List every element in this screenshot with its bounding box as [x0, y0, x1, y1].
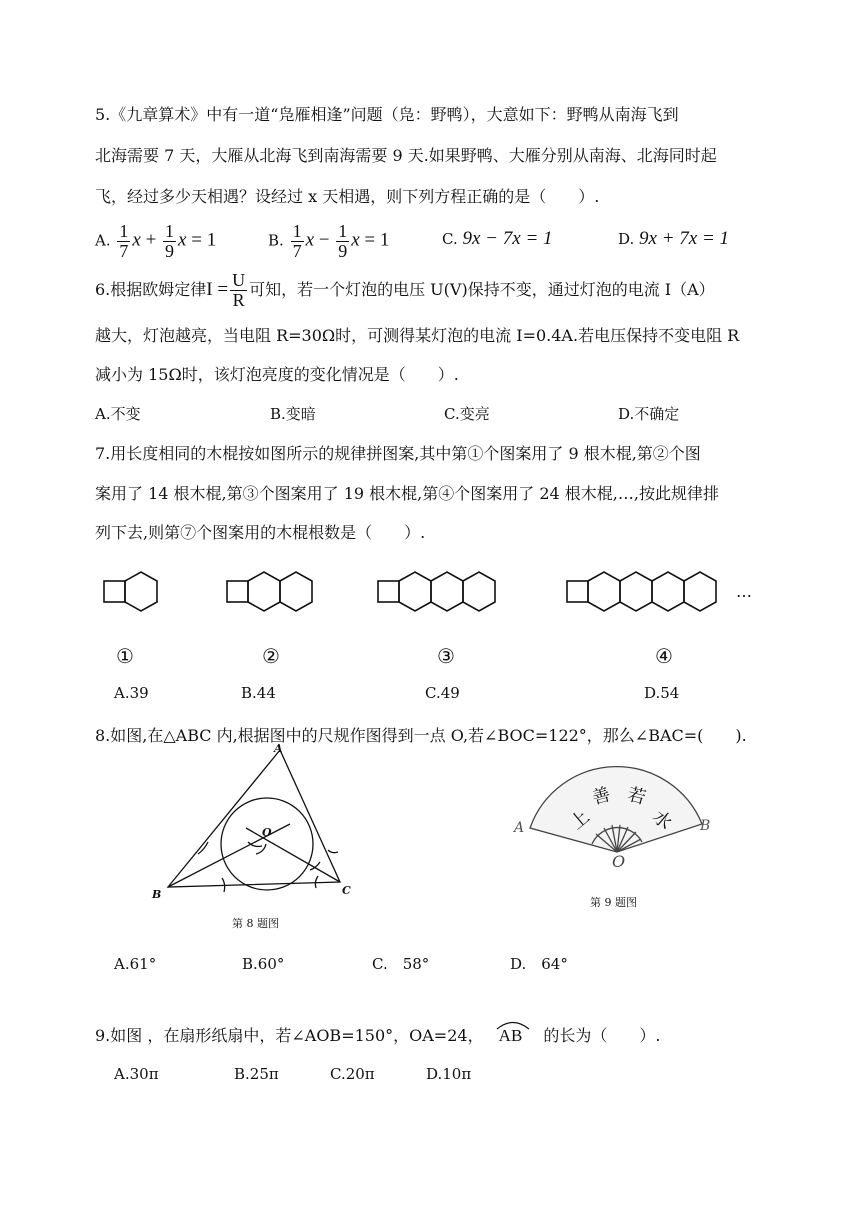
- q5-option-c[interactable]: [442, 229, 553, 249]
- pattern-1: [104, 572, 157, 611]
- q7-line-2: 案用了 14 根木棍,第③个图案用了 19 根木棍,第④个图案用了 24 根木棍,…,按此规律排: [95, 484, 719, 503]
- q9-option-b[interactable]: B.25π: [234, 1065, 279, 1083]
- q9-fan-point-a: A: [514, 820, 525, 836]
- q5-option-d-expr: 9x + 7x = 1: [639, 228, 730, 249]
- q9-line-1: 9.如图 ，在扇形纸扇中，若∠AOB=150°，OA=24， AB 的长为（ ）.: [95, 1026, 660, 1046]
- q8-option-b[interactable]: B.60°: [242, 955, 285, 973]
- q6-formula-denominator: R: [232, 290, 245, 310]
- q7-option-b[interactable]: B.44: [241, 684, 276, 702]
- q5-option-b-label: B.: [268, 231, 284, 250]
- q6-line-2: 越大，灯泡越亮，当电阻 R=30Ω时，可测得某灯泡的电流 I=0.4A.若电压保持不变电阻 R: [95, 326, 740, 345]
- fan-char-4: 水: [648, 806, 676, 834]
- q9-option-d[interactable]: D.10π: [426, 1065, 472, 1083]
- pattern-label-3: ③: [437, 644, 455, 668]
- pattern-3: [378, 572, 495, 611]
- q8-vertex-a: A: [274, 742, 283, 755]
- q8-caption: 第 8 题图: [232, 917, 279, 930]
- triangle-incircle-figure: [150, 742, 390, 902]
- q7-option-a[interactable]: A.39: [114, 684, 149, 702]
- q5-option-a-label: A.: [95, 231, 111, 250]
- q6-option-c[interactable]: C.变亮: [444, 405, 490, 423]
- q9-option-a[interactable]: A.30π: [114, 1065, 159, 1083]
- fan-char-1: 上: [566, 806, 594, 834]
- q5-option-d-label: D.: [618, 230, 635, 248]
- q6-formula-numerator: U: [232, 270, 246, 290]
- q6-option-d[interactable]: D.不确定: [618, 405, 680, 423]
- q8-point-o: O: [262, 826, 272, 839]
- pattern-label-1: ①: [116, 644, 134, 668]
- q5-line-3: 飞，经过多少天相遇？设经过 x 天相遇，则下列方程正确的是（ ）.: [95, 187, 600, 206]
- q9-caption: 第 9 题图: [590, 896, 637, 909]
- q5-line-2: 北海需要 7 天，大雁从北海飞到南海需要 9 天.如果野鸭、大雁分别从南海、北海同时起: [95, 146, 717, 165]
- q8-vertex-b: B: [152, 888, 162, 901]
- pattern-2: [227, 572, 312, 611]
- q5-option-b[interactable]: B. $\frac{1}{7}$ x − $\frac{1}{9}$ x = 1: [268, 221, 390, 261]
- q6-option-a[interactable]: A.不变: [95, 405, 141, 423]
- q8-line-1: 8.如图,在△ABC 内,根据图中的尺规作图得到一点 O,若∠BOC=122°，那么∠BAC=( ).: [95, 726, 747, 745]
- q9-fan-point-o: O: [612, 852, 626, 871]
- fan-outer-arc: [530, 767, 702, 852]
- q5-line-1: 5.《九章算术》中有一道“凫雁相逢”问题（凫：野鸭），大意如下：野鸭从南海飞到: [95, 105, 679, 124]
- q5-option-c-expr: 9x − 7x = 1: [462, 228, 553, 249]
- pattern-label-2: ②: [262, 644, 280, 668]
- bisector-c: [246, 828, 340, 882]
- q9-arc-ab: AB: [499, 1026, 523, 1046]
- fan-char-2: 善: [589, 783, 613, 809]
- q6-line-1: 6.根据欧姆定律I = $\frac{U}{R}$ 可知，若一个灯泡的电压 U(V)保持不变，通过灯泡的电流 I（A）: [95, 270, 715, 310]
- q8-option-c[interactable]: C. 58°: [372, 955, 430, 973]
- q7-option-c[interactable]: C.49: [425, 684, 460, 702]
- q6-line-3: 减小为 15Ω时，该灯泡亮度的变化情况是（ ）.: [95, 365, 459, 384]
- q5-option-d[interactable]: [618, 229, 729, 249]
- pattern-label-4: ④: [655, 644, 673, 668]
- pattern-4: [567, 572, 716, 611]
- fan-char-3: 若: [625, 783, 649, 809]
- q7-line-3: 列下去,则第⑦个图案用的木棍根数是（ ）.: [95, 523, 426, 542]
- stick-pattern-figures: [0, 560, 860, 630]
- pattern-ellipsis: …: [736, 582, 752, 601]
- q7-option-d[interactable]: D.54: [644, 684, 680, 702]
- q9-option-c[interactable]: C.20π: [330, 1065, 375, 1083]
- q9-fan-point-b: B: [700, 818, 711, 834]
- q6-formula-lhs: I =: [206, 279, 229, 300]
- q5-option-c-label: C.: [442, 230, 458, 248]
- q8-vertex-c: C: [342, 884, 351, 897]
- q5-option-a[interactable]: A. $\frac{1}{7}$ x + $\frac{1}{9}$ x = 1: [95, 221, 217, 261]
- q6-option-b[interactable]: B.变暗: [270, 405, 316, 423]
- q7-line-1: 7.用长度相同的木棍按如图所示的规律拼图案,其中第①个图案用了 9 根木棍,第②个图: [95, 444, 701, 463]
- q8-option-d[interactable]: D. 64°: [510, 955, 568, 973]
- q8-option-a[interactable]: A.61°: [114, 955, 157, 973]
- inscribed-circle: [221, 798, 313, 890]
